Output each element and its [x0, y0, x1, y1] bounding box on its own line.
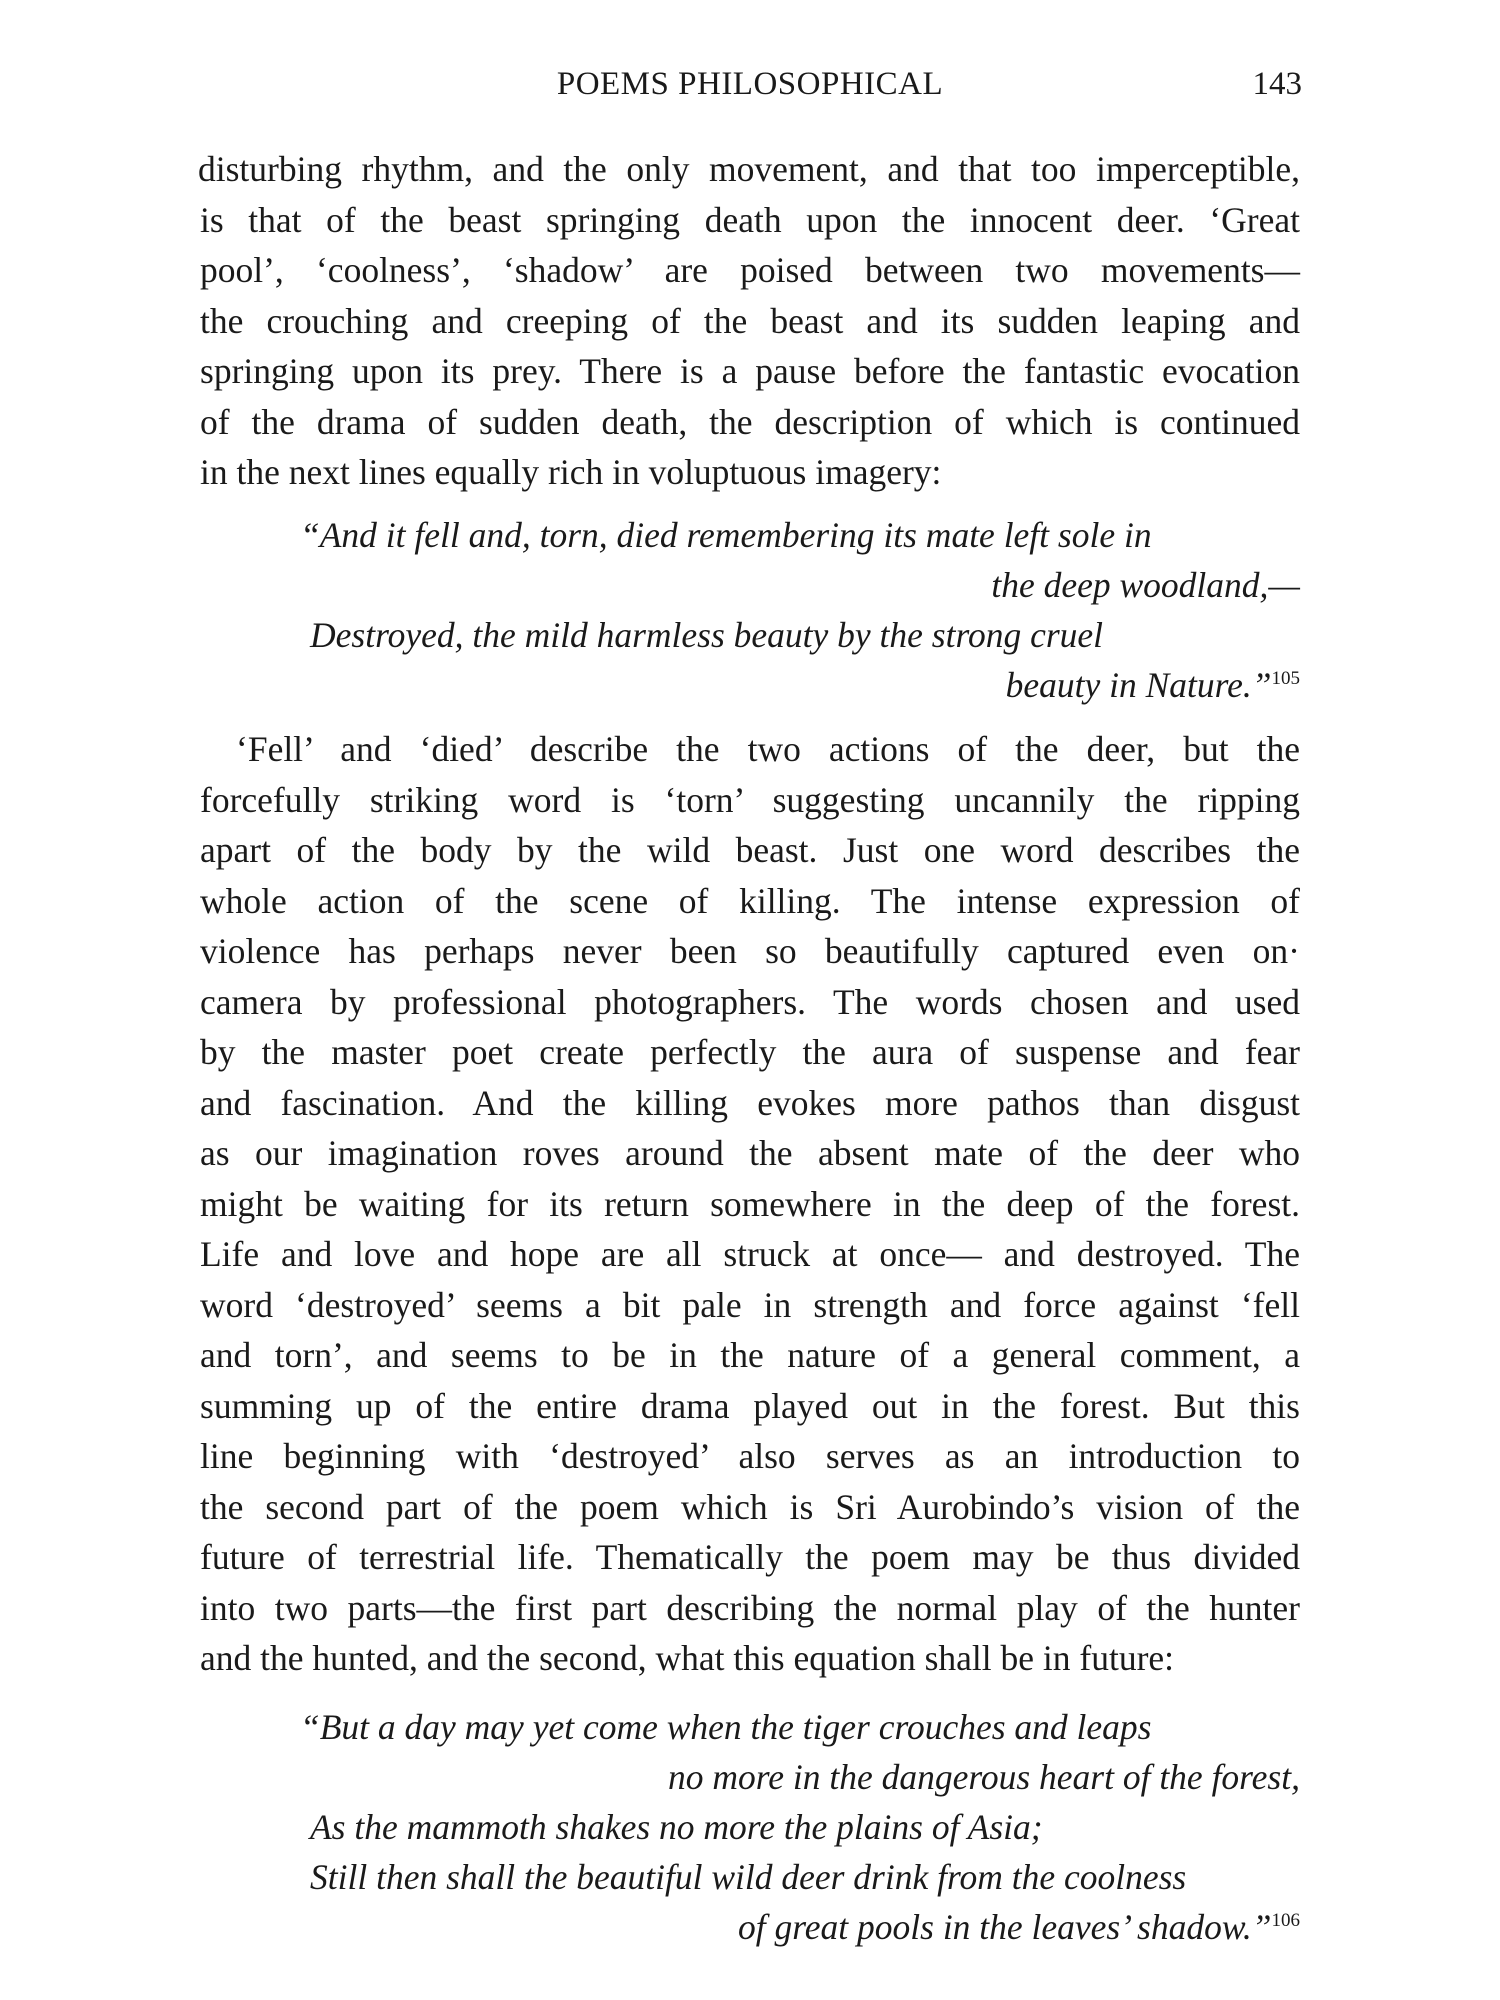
text-line: and the hunted, and the second, what this equation shall be in future: — [200, 1638, 1175, 1678]
text-line: apart of the body by the wild beast. Just one word describes the — [200, 830, 1300, 870]
text-line: and torn’, and seems to be in the nature of a general comment, a — [200, 1335, 1300, 1375]
text-line: violence has perhaps never been so beautifully captured even on· — [200, 931, 1300, 971]
verse-line: “But a day may yet come when the tiger crouches and leaps — [300, 1707, 1152, 1747]
verse-line: As the mammoth shakes no more the plains of Asia; — [310, 1807, 1043, 1847]
verse-quote-1 — [300, 510, 1300, 710]
text-line: by the master poet create perfectly the aura of suspense and fear — [200, 1032, 1300, 1072]
footnote-ref: 106 — [1271, 1910, 1300, 1932]
verse-line: the deep woodland,— — [991, 565, 1300, 605]
verse-line-with-ref — [1006, 660, 1300, 711]
text-line: whole action of the scene of killing. The intense expression of — [200, 880, 1300, 921]
verse-line-with-ref — [738, 1902, 1300, 1953]
text-line: Life and love and hope are all struck at once— and destroyed. The — [200, 1234, 1300, 1274]
text-line: into two parts—the first part describing the normal play of the hunter — [200, 1587, 1300, 1628]
verse-line: “And it fell and, torn, died remembering its mate left sole in — [300, 515, 1152, 555]
paragraph-1 — [200, 144, 1300, 498]
text-line: camera by professional photographers. The words chosen and used — [200, 981, 1300, 1022]
text-line: the second part of the poem which is Sri Aurobindo’s vision of the — [200, 1486, 1300, 1527]
text-line: summing up of the entire drama played out in the forest. But this — [200, 1385, 1300, 1426]
verse-quote-2 — [300, 1702, 1300, 1952]
footnote-ref: 105 — [1271, 668, 1300, 690]
text-line: disturbing rhythm, and the only movement, and that too imperceptible, — [198, 149, 1300, 189]
text-line: and fascination. And the killing evokes more pathos than disgust — [200, 1082, 1300, 1123]
text-line: the crouching and creeping of the beast and its sudden leaping and — [200, 300, 1300, 341]
text-line: might be waiting for its return somewhere in the deep of the forest. — [200, 1183, 1300, 1224]
running-head — [200, 62, 1300, 106]
verse-line: Destroyed, the mild harmless beauty by the strong cruel — [310, 615, 1104, 655]
running-title: POEMS PHILOSOPHICAL — [556, 66, 944, 102]
paragraph-2 — [200, 724, 1300, 1684]
text-line: word ‘destroyed’ seems a bit pale in strength and force against ‘fell — [200, 1284, 1300, 1325]
text-line: future of terrestrial life. Thematically the poem may be thus divided — [200, 1537, 1300, 1577]
text-line: of the drama of sudden death, the description of which is continued — [200, 401, 1300, 442]
verse-line: beauty in Nature.” — [1005, 665, 1272, 705]
page-number: 143 — [1252, 66, 1302, 102]
verse-line: no more in the dangerous heart of the forest, — [667, 1757, 1300, 1797]
verse-line: Still then shall the beautiful wild deer drink from the coolness — [310, 1857, 1187, 1897]
text-line: forcefully striking word is ‘torn’ suggesting uncannily the ripping — [200, 779, 1300, 820]
text-line: ‘Fell’ and ‘died’ describe the two actions of the deer, but the — [236, 729, 1300, 769]
text-line: is that of the beast springing death upon the innocent deer. ‘Great — [200, 199, 1300, 240]
text-line: line beginning with ‘destroyed’ also serves as an introduction to — [200, 1436, 1300, 1476]
text-line: springing upon its prey. There is a pause before the fantastic evocation — [200, 351, 1300, 391]
verse-line: of great pools in the leaves’ shadow.” — [738, 1907, 1272, 1947]
text-line: pool’, ‘coolness’, ‘shadow’ are poised between two movements— — [200, 250, 1300, 290]
text-line: in the next lines equally rich in voluptuous imagery: — [200, 452, 942, 492]
text-line: as our imagination roves around the absent mate of the deer who — [200, 1133, 1300, 1173]
